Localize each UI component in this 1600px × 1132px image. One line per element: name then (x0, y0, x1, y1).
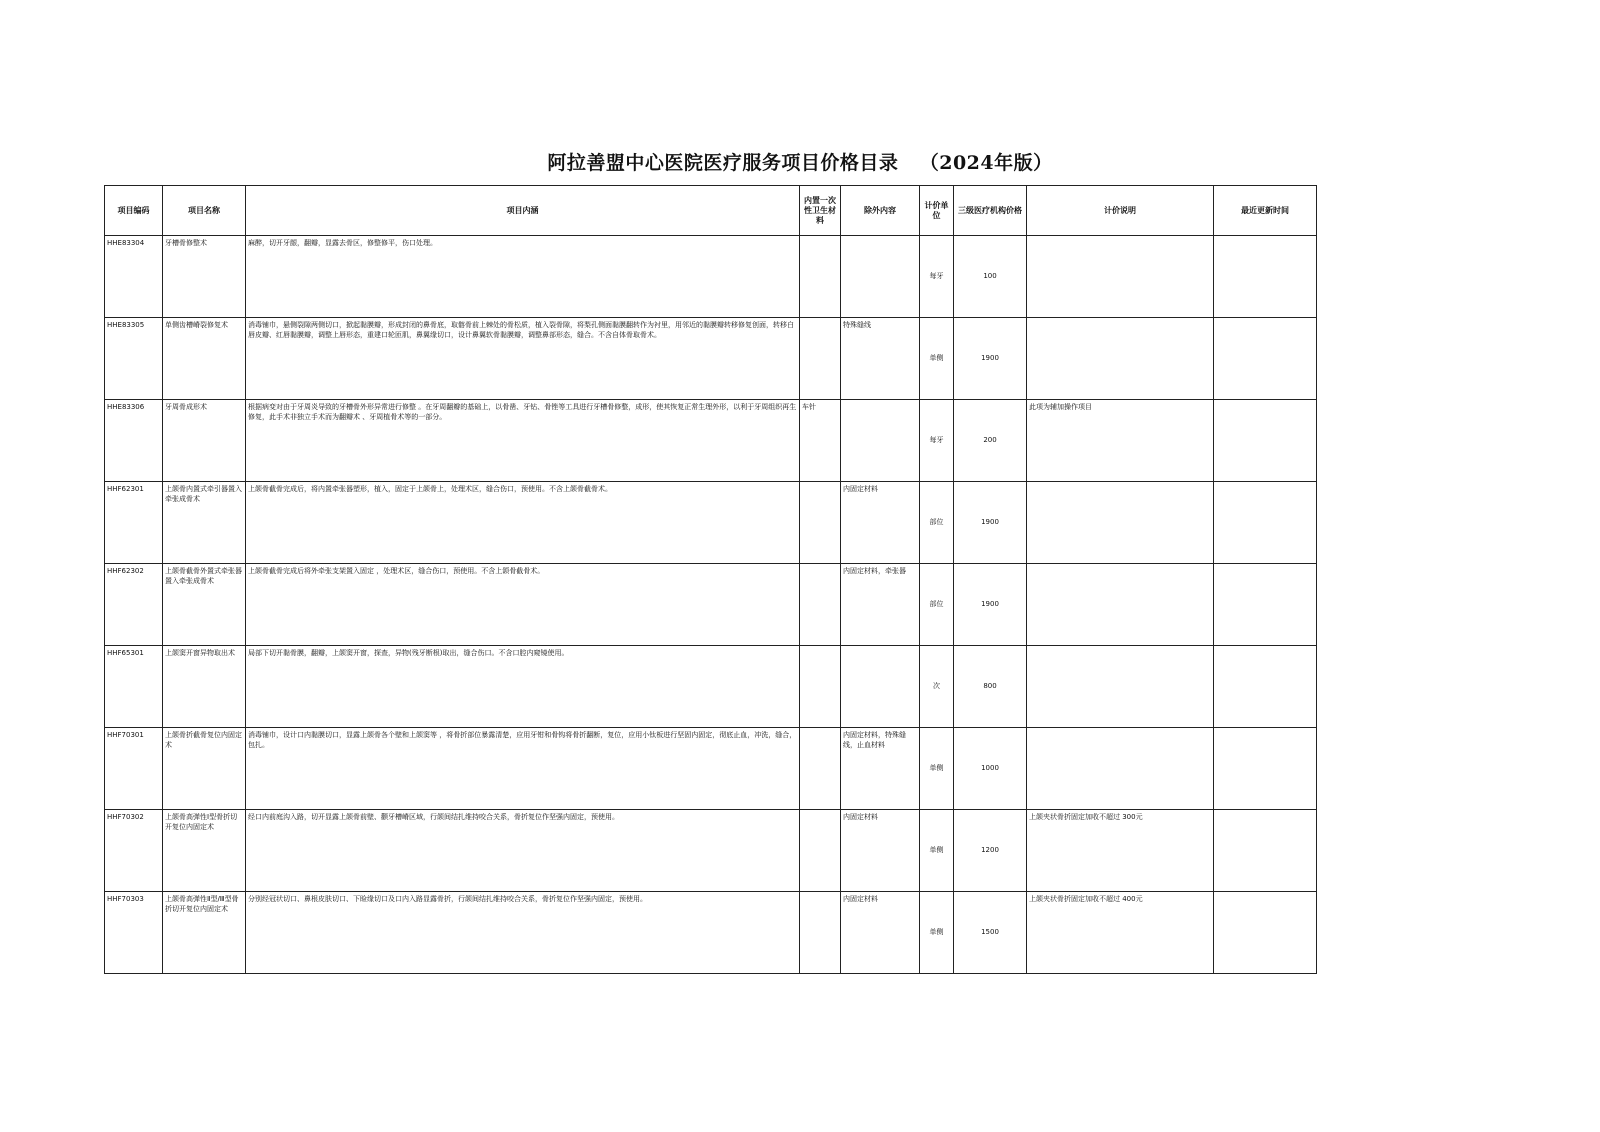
table-row (105, 892, 1317, 974)
page-title: 阿拉善盟中心医院医疗服务项目价格目录 （2024年版） (547, 152, 1053, 174)
cell-excluded: 特殊缝线 (841, 318, 920, 400)
cell-name: 上颌骨高弹性Ⅰ型骨折切开复位内固定术 (163, 810, 246, 892)
cell-updated (1214, 728, 1317, 810)
price-table (104, 185, 1317, 974)
table-row (105, 400, 1317, 482)
cell-price: 100 (954, 236, 1027, 318)
cell-content: 经口内前庭沟入路，切开显露上颌骨前壁、颧牙槽嵴区域，行颌间结扎维持咬合关系，骨折复位作坚强内固定，预使用。 (246, 810, 800, 892)
cell-unit: 每牙 (920, 236, 954, 318)
cell-unit: 次 (920, 646, 954, 728)
header-note: 计价说明 (1027, 186, 1214, 236)
cell-unit: 部位 (920, 482, 954, 564)
header-material: 内置一次性卫生材料 (800, 186, 841, 236)
cell-material (800, 482, 841, 564)
cell-price: 200 (954, 400, 1027, 482)
cell-material: 车针 (800, 400, 841, 482)
header-content: 项目内涵 (246, 186, 800, 236)
cell-material (800, 728, 841, 810)
cell-updated (1214, 646, 1317, 728)
cell-name: 单侧齿槽嵴裂修复术 (163, 318, 246, 400)
cell-code: HHF70301 (105, 728, 163, 810)
cell-note (1027, 482, 1214, 564)
cell-unit: 单侧 (920, 810, 954, 892)
cell-unit: 部位 (920, 564, 954, 646)
cell-content: 局部下切开黏骨膜，翻瓣，上颌窦开窗，探查，异物(残牙断根)取出，缝合伤口。不含口腔内窥镜使用。 (246, 646, 800, 728)
cell-content: 根据病变对由于牙周炎导致的牙槽骨外形异常进行修整 。在牙周翻瓣的基础上，以骨凿、牙钻、骨锉等工具进行牙槽骨修整，成形，使其恢复正常生理外形，以利于牙周组织再生修复，此手术非独立手术而为翻瓣术 、牙周植骨术等的一部分。 (246, 400, 800, 482)
cell-note: 此项为辅加操作项目 (1027, 400, 1214, 482)
cell-material (800, 810, 841, 892)
cell-material (800, 646, 841, 728)
cell-code: HHE83306 (105, 400, 163, 482)
table-row (105, 236, 1317, 318)
cell-excluded: 内固定材料，特殊缝线，止血材料 (841, 728, 920, 810)
cell-price: 1000 (954, 728, 1027, 810)
header-price: 三级医疗机构价格 (954, 186, 1027, 236)
cell-updated (1214, 400, 1317, 482)
cell-content: 上颌骨截骨完成后将外牵张支架置入固定 ，处理术区，缝合伤口，预使用。不含上颌骨截骨术。 (246, 564, 800, 646)
cell-updated (1214, 564, 1317, 646)
header-updated: 最近更新时间 (1214, 186, 1317, 236)
cell-content: 消毒铺巾，设计口内黏膜切口，显露上颌骨各个壁和上颌窦等 ，将骨折部位暴露清楚，应用牙钳和骨钩将骨折翻断，复位，应用小钛板进行坚固内固定，彻底止血，冲洗，缝合，包扎。 (246, 728, 800, 810)
cell-price: 1900 (954, 482, 1027, 564)
cell-excluded (841, 646, 920, 728)
cell-name: 上颌骨高弹性Ⅱ型/Ⅲ型骨折切开复位内固定术 (163, 892, 246, 974)
cell-note (1027, 564, 1214, 646)
cell-code: HHF62302 (105, 564, 163, 646)
cell-code: HHF65301 (105, 646, 163, 728)
cell-material (800, 564, 841, 646)
table-header-row (105, 186, 1317, 236)
cell-code: HHE83304 (105, 236, 163, 318)
cell-content: 上颌骨截骨完成后，将内置牵张器塑形，植入，固定于上颌骨上，处理术区，缝合伤口，预使用。不含上颌骨截骨术。 (246, 482, 800, 564)
cell-note: 上颌夹状骨折固定加收不超过 300元 (1027, 810, 1214, 892)
table-row (105, 318, 1317, 400)
table-row (105, 564, 1317, 646)
cell-name: 牙周骨成形术 (163, 400, 246, 482)
table-row (105, 810, 1317, 892)
cell-name: 牙槽骨修整术 (163, 236, 246, 318)
cell-price: 1200 (954, 810, 1027, 892)
cell-name: 上颌骨内置式牵引器置入牵张成骨术 (163, 482, 246, 564)
cell-excluded: 内固定材料，牵张器 (841, 564, 920, 646)
cell-updated (1214, 482, 1317, 564)
cell-updated (1214, 318, 1317, 400)
cell-excluded (841, 400, 920, 482)
cell-name: 上颌骨截骨外置式牵张器置入牵张成骨术 (163, 564, 246, 646)
cell-note (1027, 236, 1214, 318)
cell-code: HHE83305 (105, 318, 163, 400)
cell-name: 上颌骨折截骨复位内固定术 (163, 728, 246, 810)
header-unit: 计价单位 (920, 186, 954, 236)
table-row (105, 646, 1317, 728)
cell-name: 上颌窦开窗异物取出术 (163, 646, 246, 728)
cell-price: 1500 (954, 892, 1027, 974)
cell-code: HHF70302 (105, 810, 163, 892)
cell-content: 消毒铺巾，悬侧裂隙两侧切口，掀起黏膜瓣，形成封闭的鼻骨底，取髂骨前上棘处的骨松质，植入裂骨隙，将梨孔侧面黏膜翻转作为衬里，用邻近的黏膜瓣转移修复创面，转移白唇皮瓣、红唇黏膜瓣，调整上唇形态，重建口轮匝肌，鼻翼缘切口，设计鼻翼软骨黏膜瓣，调整鼻部形态，缝合。不含自体骨取骨术。 (246, 318, 800, 400)
cell-price: 1900 (954, 318, 1027, 400)
header-code: 项目编码 (105, 186, 163, 236)
cell-unit: 每牙 (920, 400, 954, 482)
cell-material (800, 318, 841, 400)
cell-material (800, 892, 841, 974)
cell-unit: 单侧 (920, 728, 954, 810)
cell-content: 麻醉，切开牙龈，翻瓣，显露去骨区，修整修平，伤口处理。 (246, 236, 800, 318)
header-name: 项目名称 (163, 186, 246, 236)
cell-excluded (841, 236, 920, 318)
cell-note: 上颌夹状骨折固定加收不超过 400元 (1027, 892, 1214, 974)
cell-note (1027, 728, 1214, 810)
cell-code: HHF70303 (105, 892, 163, 974)
cell-excluded: 内固定材料 (841, 810, 920, 892)
cell-note (1027, 646, 1214, 728)
table-row (105, 482, 1317, 564)
table-row (105, 728, 1317, 810)
cell-price: 1900 (954, 564, 1027, 646)
cell-price: 800 (954, 646, 1027, 728)
cell-code: HHF62301 (105, 482, 163, 564)
cell-unit: 单侧 (920, 318, 954, 400)
cell-updated (1214, 236, 1317, 318)
cell-unit: 单侧 (920, 892, 954, 974)
cell-updated (1214, 810, 1317, 892)
cell-content: 分别经冠状切口、鼻根皮肤切口、下睑缘切口及口内入路显露骨折，行颌间结扎维持咬合关系，骨折复位作坚强内固定，预使用。 (246, 892, 800, 974)
cell-material (800, 236, 841, 318)
header-excluded: 除外内容 (841, 186, 920, 236)
cell-excluded: 内固定材料 (841, 892, 920, 974)
cell-note (1027, 318, 1214, 400)
cell-updated (1214, 892, 1317, 974)
cell-excluded: 内固定材料 (841, 482, 920, 564)
